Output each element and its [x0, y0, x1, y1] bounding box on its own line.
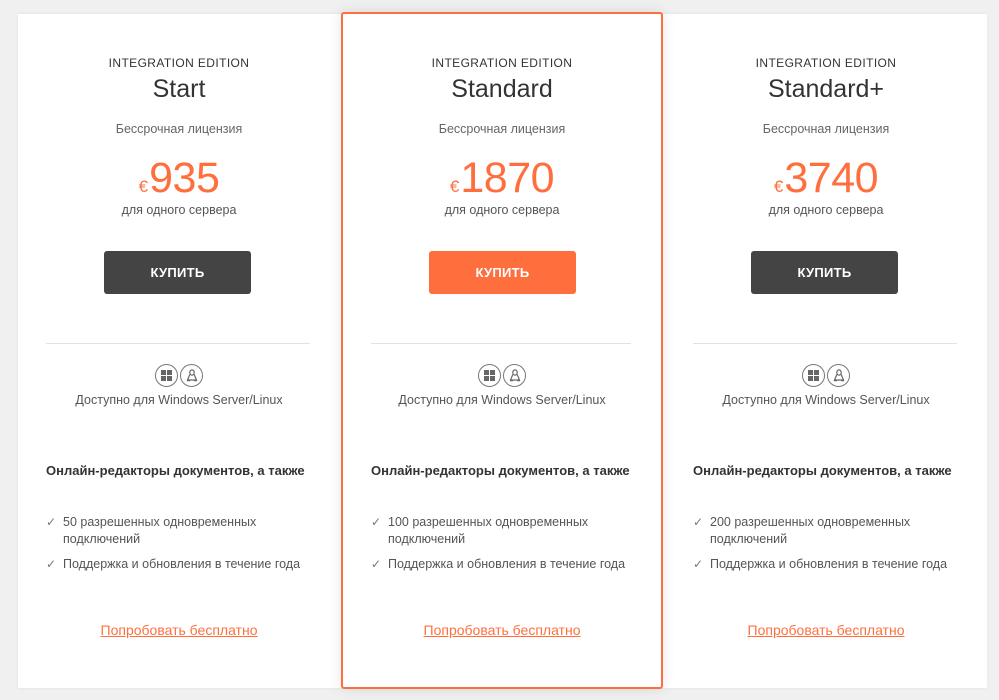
plan-price: [18, 154, 340, 203]
plan-edition: INTEGRATION EDITION: [755, 56, 897, 70]
buy-button[interactable]: КУПИТЬ: [104, 251, 251, 294]
features-title: Онлайн-редакторы документов, а также: [693, 463, 952, 478]
price-amount: 935: [149, 154, 220, 202]
plan-license: Бессрочная лицензия: [438, 122, 566, 136]
feature-text: 200 разрешенных одновременных подключений: [710, 515, 911, 546]
windows-icon: [155, 364, 178, 387]
plan-name: Start: [152, 75, 206, 103]
price-currency: €: [138, 177, 149, 196]
platform-label: Доступно для Windows Server/Linux: [398, 393, 606, 407]
platform-label: Доступно для Windows Server/Linux: [75, 393, 283, 407]
features-list: [371, 514, 643, 582]
plan-price: [665, 154, 987, 203]
try-free-link[interactable]: Попробовать бесплатно: [423, 622, 581, 638]
buy-button[interactable]: КУПИТЬ: [429, 251, 576, 294]
price-currency: €: [773, 177, 784, 196]
plan-card-start: [18, 14, 340, 688]
plan-license: Бессрочная лицензия: [762, 122, 890, 136]
price-currency: €: [449, 177, 460, 196]
feature-item: [46, 556, 322, 573]
check-icon: ✓: [371, 557, 382, 571]
price-unit: для одного сервера: [768, 203, 884, 217]
plan-edition: INTEGRATION EDITION: [431, 56, 573, 70]
feature-item: [46, 514, 322, 547]
price-amount: 1870: [460, 154, 555, 202]
feature-text: 100 разрешенных одновременных подключений: [388, 515, 589, 546]
features-list: [693, 514, 969, 582]
features-title: Онлайн-редакторы документов, а также: [371, 463, 630, 478]
feature-text: Поддержка и обновления в течение года: [710, 557, 948, 571]
plan-name: Standard+: [767, 75, 885, 103]
feature-item: [371, 556, 643, 573]
linux-icon: [503, 364, 526, 387]
features-list: [46, 514, 322, 582]
plan-edition: INTEGRATION EDITION: [108, 56, 250, 70]
plan-card-standard-plus: [665, 14, 987, 688]
feature-text: Поддержка и обновления в течение года: [388, 557, 626, 571]
try-free-link[interactable]: Попробовать бесплатно: [747, 622, 905, 638]
divider: [693, 343, 957, 344]
windows-icon: [478, 364, 501, 387]
platform-label: Доступно для Windows Server/Linux: [722, 393, 930, 407]
check-icon: ✓: [693, 515, 704, 529]
plan-price: [343, 154, 661, 203]
windows-icon: [802, 364, 825, 387]
divider: [46, 343, 310, 344]
check-icon: ✓: [693, 557, 704, 571]
check-icon: ✓: [371, 515, 382, 529]
plan-name: Standard: [451, 75, 553, 103]
platform-icons: [665, 364, 987, 388]
features-title: Онлайн-редакторы документов, а также: [46, 463, 305, 478]
platform-icons: [18, 364, 340, 388]
feature-text: Поддержка и обновления в течение года: [63, 557, 301, 571]
divider: [371, 343, 631, 344]
feature-item: [693, 556, 969, 573]
feature-item: [371, 514, 643, 547]
price-unit: для одного сервера: [121, 203, 237, 217]
feature-text: 50 разрешенных одновременных подключений: [63, 515, 257, 546]
plan-card-standard: [341, 12, 663, 689]
price-unit: для одного сервера: [444, 203, 560, 217]
linux-icon: [827, 364, 850, 387]
plan-license: Бессрочная лицензия: [115, 122, 243, 136]
linux-icon: [180, 364, 203, 387]
check-icon: ✓: [46, 557, 57, 571]
feature-item: [693, 514, 969, 547]
buy-button[interactable]: КУПИТЬ: [751, 251, 898, 294]
try-free-link[interactable]: Попробовать бесплатно: [100, 622, 258, 638]
check-icon: ✓: [46, 515, 57, 529]
price-amount: 3740: [784, 154, 879, 202]
platform-icons: [343, 364, 661, 388]
